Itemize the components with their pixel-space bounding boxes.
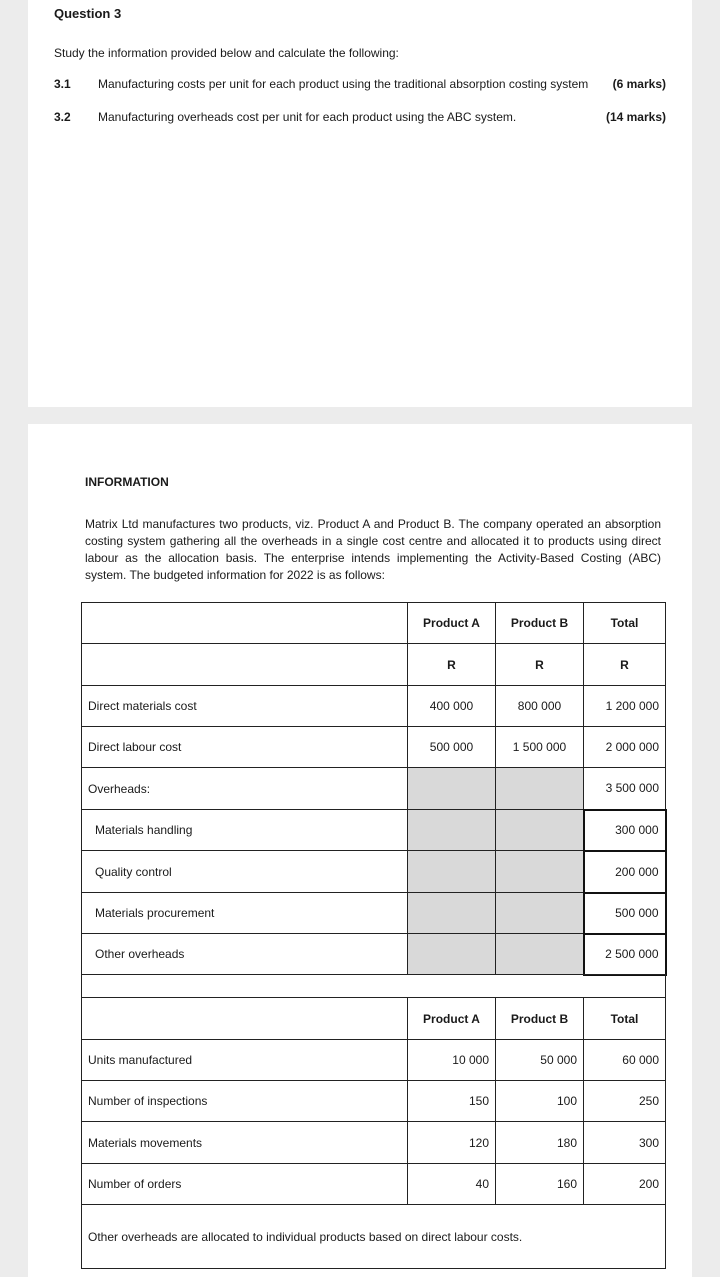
value-total: 3 500 000 — [584, 768, 666, 810]
information-title: INFORMATION — [85, 475, 169, 489]
row-label: Number of orders — [82, 1164, 408, 1205]
value-product-a: 40 — [408, 1164, 496, 1205]
shaded-cell — [496, 893, 584, 934]
shaded-cell — [408, 810, 496, 851]
header-product-b: Product B — [496, 998, 584, 1040]
spacer-cell — [82, 975, 666, 998]
table-header-row — [82, 603, 666, 644]
value-product-a: 150 — [408, 1081, 496, 1122]
shaded-cell — [496, 810, 584, 851]
value-product-b: 800 000 — [496, 686, 584, 727]
table-row — [82, 934, 666, 975]
header-product-a: Product A — [408, 998, 496, 1040]
header-total: Total — [584, 603, 666, 644]
table-row — [82, 851, 666, 893]
header-total: Total — [584, 998, 666, 1040]
cost-table — [81, 602, 667, 976]
question-marks: (6 marks) — [612, 77, 666, 91]
value-product-a: 500 000 — [408, 727, 496, 768]
table-row — [82, 768, 666, 810]
value-total: 300 — [584, 1122, 666, 1164]
header-product-b: Product B — [496, 603, 584, 644]
shaded-cell — [408, 768, 496, 810]
value-total: 2 500 000 — [584, 934, 666, 975]
header-cell — [82, 603, 408, 644]
value-product-b: 160 — [496, 1164, 584, 1205]
table-row — [82, 893, 666, 934]
question-intro: Study the information provided below and calculate the following: — [54, 46, 399, 60]
table-header-row — [82, 998, 666, 1040]
table-row — [82, 1164, 666, 1205]
shaded-cell — [496, 851, 584, 893]
question-text: Manufacturing overheads cost per unit for each product using the ABC system. — [98, 110, 517, 124]
question-title: Question 3 — [54, 6, 122, 21]
value-total: 200 — [584, 1164, 666, 1205]
value-product-a: 10 000 — [408, 1040, 496, 1081]
value-product-a: 400 000 — [408, 686, 496, 727]
value-total: 1 200 000 — [584, 686, 666, 727]
information-page — [28, 424, 692, 1277]
value-product-a: 120 — [408, 1122, 496, 1164]
question-page — [28, 0, 692, 407]
shaded-cell — [496, 768, 584, 810]
question-text: Manufacturing costs per unit for each product using the traditional absorption costing system — [98, 77, 589, 91]
row-label: Quality control — [82, 851, 408, 893]
value-total: 250 — [584, 1081, 666, 1122]
value-product-b: 1 500 000 — [496, 727, 584, 768]
row-label: Direct materials cost — [82, 686, 408, 727]
currency-cell: R — [408, 644, 496, 686]
question-number: 3.2 — [54, 110, 71, 124]
header-product-a: Product A — [408, 603, 496, 644]
currency-row — [82, 644, 666, 686]
row-label: Materials handling — [82, 810, 408, 851]
table-row — [82, 686, 666, 727]
table-row — [82, 1081, 666, 1122]
currency-cell: R — [496, 644, 584, 686]
value-product-b: 50 000 — [496, 1040, 584, 1081]
currency-cell: R — [584, 644, 666, 686]
value-total: 500 000 — [584, 893, 666, 934]
row-label: Materials movements — [82, 1122, 408, 1164]
header-cell — [82, 998, 408, 1040]
table-row — [82, 1122, 666, 1164]
table-row — [82, 1040, 666, 1081]
value-total: 60 000 — [584, 1040, 666, 1081]
spacer-row — [82, 975, 666, 998]
table-row — [82, 810, 666, 851]
question-marks: (14 marks) — [605, 110, 666, 124]
note-row — [82, 1205, 666, 1269]
shaded-cell — [408, 893, 496, 934]
value-total: 300 000 — [584, 810, 666, 851]
row-label: Number of inspections — [82, 1081, 408, 1122]
information-paragraph: Matrix Ltd manufactures two products, viz. Product A and Product B. The company operated an absorption costing system gathering all the overheads in a single cost centre and allocated it to products using direct labour as the allocation basis. The enterprise intends implementing the Activity-Based Costing (ABC) system. The budgeted information for 2022 is as follows: — [85, 517, 661, 582]
table-row — [82, 727, 666, 768]
row-label: Direct labour cost — [82, 727, 408, 768]
activity-table — [81, 974, 666, 1269]
shaded-cell — [496, 934, 584, 975]
shaded-cell — [408, 851, 496, 893]
shaded-cell — [408, 934, 496, 975]
value-total: 2 000 000 — [584, 727, 666, 768]
value-total: 200 000 — [584, 851, 666, 893]
row-label: Overheads: — [82, 768, 408, 810]
row-label: Units manufactured — [82, 1040, 408, 1081]
row-label: Materials procurement — [82, 893, 408, 934]
table-note: Other overheads are allocated to individual products based on direct labour costs. — [82, 1205, 666, 1269]
row-label: Other overheads — [82, 934, 408, 975]
value-product-b: 180 — [496, 1122, 584, 1164]
question-number: 3.1 — [54, 77, 71, 91]
currency-cell — [82, 644, 408, 686]
value-product-b: 100 — [496, 1081, 584, 1122]
